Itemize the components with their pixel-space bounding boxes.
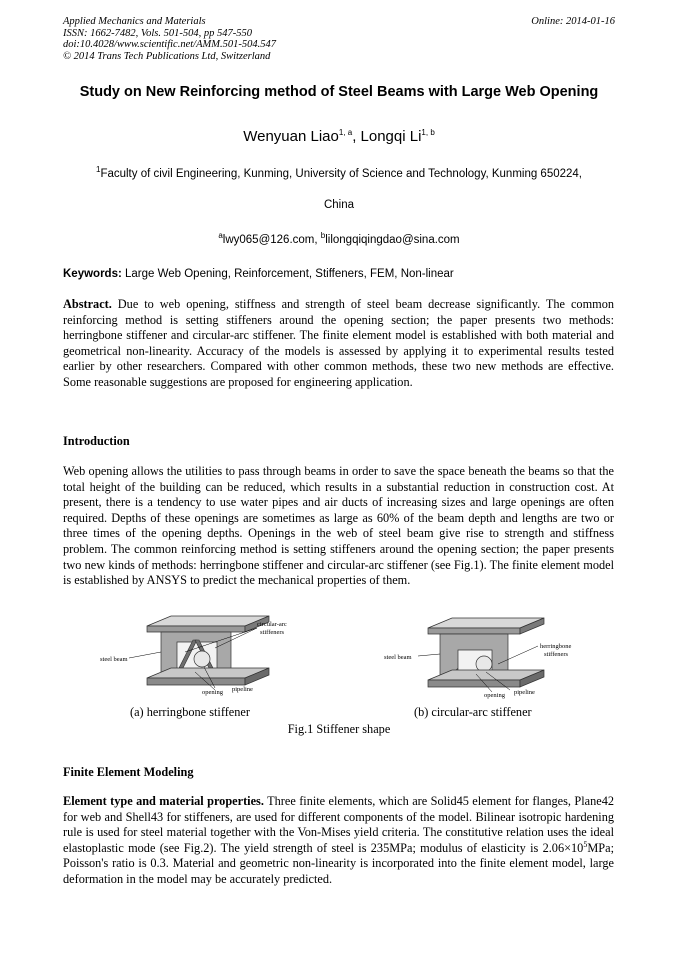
label-opening: opening <box>202 689 223 696</box>
fem-label: Element type and material properties. <box>63 794 264 808</box>
author-separator: , <box>352 128 361 145</box>
keywords-text: Large Web Opening, Reinforcement, Stiffeners, FEM, Non-linear <box>121 268 454 280</box>
journal-name: Applied Mechanics and Materials <box>63 16 206 27</box>
emails <box>50 231 628 246</box>
email-a[interactable]: lwy065@126.com, <box>222 234 321 246</box>
email-a-sup: a <box>218 231 223 241</box>
figure-1a-caption: (a) herringbone stiffener <box>130 705 250 719</box>
keywords <box>63 268 454 280</box>
label-opening: opening <box>484 692 505 699</box>
affiliation-text: Faculty of civil Engineering, Kunming, University of Science and Technology, Kunming 650224, <box>100 168 583 180</box>
label-stiffener-2: stiffeners <box>544 651 569 658</box>
figure-1a <box>95 612 305 707</box>
herringbone-beam-drawing <box>95 612 305 707</box>
online-date: Online: 2014-01-16 <box>531 16 615 27</box>
email-b[interactable]: lilongqiqingdao@sina.com <box>325 234 460 246</box>
authors <box>0 128 678 145</box>
figure-1b-caption: (b) circular-arc stiffener <box>414 705 532 719</box>
author-2-sup: 1, b <box>421 128 435 137</box>
fem-text <box>63 794 614 888</box>
journal-header <box>63 16 276 62</box>
label-stiffener-1: circular-arc <box>257 621 287 628</box>
abstract-label: Abstract. <box>63 297 112 311</box>
label-stiffener-1: herringbone <box>540 643 572 650</box>
label-steel-beam: steel beam <box>100 656 128 663</box>
author-1-sup: 1, a <box>338 128 353 137</box>
fem-sup: 5 <box>583 839 588 849</box>
copyright: © 2014 Trans Tech Publications Ltd, Switzerland <box>63 50 271 62</box>
paper-title: Study on New Reinforcing method of Steel Beams with Large Web Opening <box>79 84 599 100</box>
fem-heading: Finite Element Modeling <box>63 765 194 779</box>
introduction-heading: Introduction <box>63 434 130 448</box>
issn: ISSN: 1662-7482, Vols. 501-504, pp 547-550 <box>63 27 252 39</box>
label-steel-beam: steel beam <box>384 654 412 661</box>
circular-arc-beam-drawing <box>380 614 595 709</box>
figure-1b <box>380 614 595 709</box>
abstract-text: Due to web opening, stiffness and strength of steel beam decrease significantly. The common reinforcing method is setting stiffeners around the opening section; the paper presents two methods: herringbone stiffener and circular-arc stiffener. The finite element model is established with both material and geometrical non-linearity. Accuracy of the models is assessed by applying it to experimental results tested earlier by other researchers. Compared with other common methods, these two new methods are effective. Some reasonable suggestions are proposed for engineering application. <box>63 297 614 389</box>
affiliation-line-1 <box>50 165 628 180</box>
fem-text-2: MPa; Poisson's ratio is 0.3. Material and geometric non-linearity is incorporated into the finite element model, large deformation in the model may be accurately predicted. <box>63 840 614 886</box>
introduction-text: Web opening allows the utilities to pass through beams in order to save the space beneath the beams so that the total height of the building can be reduced, which results in a substantial reduction in construction cost. At present, there is a tendency to use water pipes and air ducts of increasing sizes and large openings are often required. Depths of these openings are sometimes as large as 60% of the beam depth and lengths are two or three times of the opening depths. Openings in the web of steel beam give rise to strength and stiffness problem. The common reinforcing method is setting stiffeners around the opening section; the paper presents two new kinds of methods: herringbone stiffener and circular-arc stiffener (see Fig.1). The finite element model is established by ANSYS to predict the mechanical properties of them. <box>63 464 614 588</box>
label-pipeline: pipeline <box>514 689 535 696</box>
author-2: Longqi Li <box>360 128 422 145</box>
label-stiffener-2: stiffeners <box>260 629 285 636</box>
keywords-label: Keywords: <box>63 268 122 280</box>
affiliation-line-2: China <box>323 199 355 211</box>
email-b-sup: b <box>320 231 326 241</box>
doi: doi:10.4028/www.scientific.net/AMM.501-504.547 <box>63 39 276 50</box>
affiliation-sup: 1 <box>95 165 101 175</box>
label-pipeline: pipeline <box>232 686 253 693</box>
fem-text-1: Three finite elements, which are Solid45 element for flanges, Plane42 for web and Shell43 for stiffeners, are used for different components of the model. Bilinear isotropic hardening rule is used for steel material together with the Von-Mises yield criteria. The constitutive relation uses the ideal elastoplastic mode (see Fig.2). The yield strength of steel is 235MPa; modulus of elasticity is 2.06×10 <box>63 794 614 855</box>
author-1: Wenyuan Liao <box>243 128 339 145</box>
figure-1-caption: Fig.1 Stiffener shape <box>287 722 391 736</box>
abstract <box>63 297 614 391</box>
